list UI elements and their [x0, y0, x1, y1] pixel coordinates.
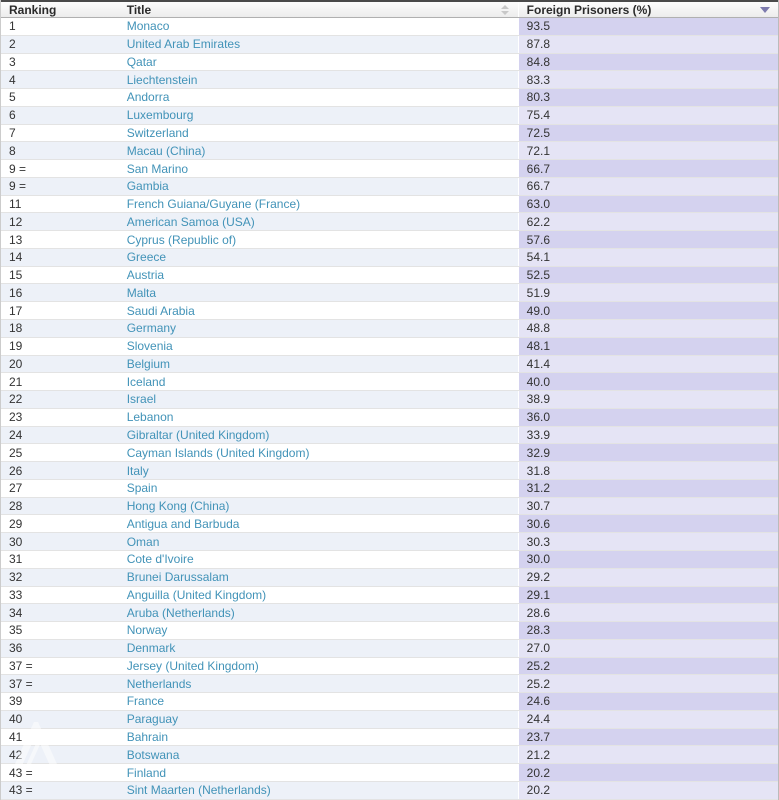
title-cell	[119, 196, 518, 213]
country-link[interactable]: Israel	[126, 392, 157, 407]
value-cell: 31.2	[518, 480, 778, 497]
value-cell: 51.9	[518, 284, 778, 301]
table-row	[1, 125, 778, 143]
country-link[interactable]: Monaco	[126, 19, 170, 34]
table-row	[1, 36, 778, 54]
country-link[interactable]: Macau (China)	[126, 143, 206, 158]
title-cell	[119, 746, 518, 763]
title-cell	[119, 213, 518, 230]
country-link[interactable]: Botswana	[126, 747, 180, 762]
value-cell: 25.2	[518, 675, 778, 692]
country-link[interactable]: French Guiana/Guyane (France)	[126, 197, 301, 212]
table-row	[1, 764, 778, 782]
column-header-foreign-prisoners-label: Foreign Prisoners (%)	[526, 2, 652, 17]
title-cell	[119, 71, 518, 88]
country-link[interactable]: Anguilla (United Kingdom)	[126, 587, 267, 602]
rank-cell: 1	[9, 19, 16, 34]
rank-cell: 43 =	[9, 783, 33, 798]
country-link[interactable]: Andorra	[126, 90, 170, 105]
table-row	[1, 178, 778, 196]
rank-cell: 15	[9, 268, 23, 283]
title-cell	[119, 320, 518, 337]
title-cell	[119, 18, 518, 35]
rank-cell: 34	[9, 605, 23, 620]
title-cell	[119, 391, 518, 408]
title-cell	[119, 427, 518, 444]
rank-cell: 23	[9, 410, 23, 425]
value-cell: 41.4	[518, 356, 778, 373]
rank-cell: 5	[9, 90, 16, 105]
title-cell	[119, 693, 518, 710]
rank-cell: 39	[9, 694, 23, 709]
table-row	[1, 569, 778, 587]
rank-cell: 31	[9, 552, 23, 567]
rank-cell: 12	[9, 214, 23, 229]
country-link[interactable]: Norway	[126, 623, 168, 638]
title-cell	[119, 267, 518, 284]
table-row	[1, 107, 778, 125]
table-row	[1, 142, 778, 160]
title-cell	[119, 36, 518, 53]
rank-cell: 3	[9, 54, 16, 69]
title-cell	[119, 462, 518, 479]
table-row	[1, 249, 778, 267]
sort-unsorted-icon[interactable]	[501, 5, 509, 15]
country-link[interactable]: Saudi Arabia	[126, 303, 195, 318]
title-cell	[119, 498, 518, 515]
country-link[interactable]: Gibraltar (United Kingdom)	[126, 427, 270, 442]
title-cell	[119, 302, 518, 319]
rank-cell: 8	[9, 143, 16, 158]
table-row	[1, 231, 778, 249]
table-row	[1, 480, 778, 498]
country-link[interactable]: Hong Kong (China)	[126, 499, 230, 514]
country-link[interactable]: Bahrain	[126, 730, 169, 744]
rank-cell: 43 =	[9, 765, 33, 780]
rank-cell: 24	[9, 427, 23, 442]
rank-cell: 26	[9, 463, 23, 478]
title-cell	[119, 338, 518, 355]
value-cell: 20.2	[518, 782, 778, 799]
value-cell: 72.5	[518, 125, 778, 142]
country-link[interactable]: Jersey (United Kingdom)	[126, 658, 259, 673]
table-row	[1, 18, 778, 36]
table-header	[1, 0, 778, 18]
value-cell: 83.3	[518, 71, 778, 88]
value-cell: 62.2	[518, 213, 778, 230]
value-cell: 21.2	[518, 746, 778, 763]
value-cell: 57.6	[518, 231, 778, 248]
table-row	[1, 54, 778, 72]
value-cell: 28.6	[518, 604, 778, 621]
title-cell	[119, 356, 518, 373]
table-row	[1, 622, 778, 640]
rank-cell: 14	[9, 250, 23, 265]
country-link[interactable]: Oman	[126, 534, 160, 549]
title-cell	[119, 622, 518, 639]
title-cell	[119, 480, 518, 497]
table-row	[1, 391, 778, 409]
country-link[interactable]: Denmark	[126, 641, 176, 656]
value-cell: 49.0	[518, 302, 778, 319]
table-row	[1, 640, 778, 658]
table-row	[1, 320, 778, 338]
value-cell: 72.1	[518, 142, 778, 159]
title-cell	[119, 764, 518, 781]
title-cell	[119, 89, 518, 106]
title-cell	[119, 107, 518, 124]
country-link[interactable]: Finland	[126, 765, 167, 780]
table-row	[1, 551, 778, 569]
rank-cell: 22	[9, 392, 23, 407]
country-link[interactable]: Aruba (Netherlands)	[126, 605, 235, 620]
value-cell: 31.8	[518, 462, 778, 479]
title-cell	[119, 604, 518, 621]
rank-cell: 2	[9, 37, 16, 52]
table-row	[1, 160, 778, 178]
country-link[interactable]: Qatar	[126, 54, 157, 69]
table-row	[1, 356, 778, 374]
rank-cell: 19	[9, 339, 23, 354]
country-link[interactable]: Cote d'Ivoire	[126, 552, 194, 567]
rank-cell: 28	[9, 499, 23, 514]
title-cell	[119, 587, 518, 604]
title-cell	[119, 160, 518, 177]
title-cell	[119, 142, 518, 159]
title-cell	[119, 409, 518, 426]
title-cell	[119, 782, 518, 799]
rank-cell: 36	[9, 641, 23, 656]
country-link[interactable]: Germany	[126, 321, 177, 336]
rank-cell: 40	[9, 712, 23, 727]
country-link[interactable]: Paraguay	[126, 712, 179, 727]
country-link[interactable]: Netherlands	[126, 676, 192, 691]
country-link[interactable]: Luxembourg	[126, 108, 194, 123]
table-row	[1, 658, 778, 676]
value-cell: 48.1	[518, 338, 778, 355]
rank-cell: 37 =	[9, 658, 33, 673]
title-cell	[119, 640, 518, 657]
rank-cell: 9 =	[9, 179, 27, 194]
table-row	[1, 693, 778, 711]
country-link[interactable]: Malta	[126, 285, 157, 300]
value-cell: 20.2	[518, 764, 778, 781]
country-link[interactable]: Austria	[126, 268, 165, 283]
table-row	[1, 782, 778, 800]
table-row	[1, 444, 778, 462]
title-cell	[119, 551, 518, 568]
rank-cell: 29	[9, 516, 23, 531]
table-row	[1, 515, 778, 533]
rank-cell: 37 =	[9, 676, 33, 691]
title-cell	[119, 444, 518, 461]
value-cell: 52.5	[518, 267, 778, 284]
value-cell: 23.7	[518, 729, 778, 746]
country-link[interactable]: Spain	[126, 481, 158, 496]
rank-cell: 7	[9, 125, 16, 140]
value-cell: 24.6	[518, 693, 778, 710]
title-cell	[119, 658, 518, 675]
title-cell	[119, 729, 518, 746]
title-cell	[119, 533, 518, 550]
country-link[interactable]: Liechtenstein	[126, 72, 198, 87]
rank-cell: 18	[9, 321, 23, 336]
table-row	[1, 746, 778, 764]
value-cell: 75.4	[518, 107, 778, 124]
column-header-title[interactable]	[119, 2, 518, 17]
column-header-ranking[interactable]: Ranking	[9, 2, 57, 17]
value-cell: 30.3	[518, 533, 778, 550]
rank-cell: 17	[9, 303, 23, 318]
title-cell	[119, 178, 518, 195]
value-cell: 27.0	[518, 640, 778, 657]
title-cell	[119, 249, 518, 266]
value-cell: 30.7	[518, 498, 778, 515]
value-cell: 33.9	[518, 427, 778, 444]
table-row	[1, 462, 778, 480]
country-link[interactable]: Slovenia	[126, 339, 173, 354]
table-row	[1, 604, 778, 622]
title-cell	[119, 373, 518, 390]
title-cell	[119, 569, 518, 586]
column-header-foreign-prisoners[interactable]	[518, 2, 778, 17]
rank-cell: 25	[9, 445, 23, 460]
rank-cell: 20	[9, 356, 23, 371]
country-link[interactable]: Iceland	[126, 374, 166, 389]
country-link[interactable]: San Marino	[126, 161, 189, 176]
table-row	[1, 89, 778, 107]
country-link[interactable]: Sint Maarten (Netherlands)	[126, 783, 271, 798]
value-cell: 48.8	[518, 320, 778, 337]
country-link[interactable]: Antigua and Barbuda	[126, 516, 240, 531]
title-cell	[119, 675, 518, 692]
value-cell: 87.8	[518, 36, 778, 53]
country-link[interactable]: American Samoa (USA)	[126, 214, 255, 229]
rank-cell: 35	[9, 623, 23, 638]
table-row	[1, 729, 778, 747]
value-cell: 80.3	[518, 89, 778, 106]
title-cell	[119, 231, 518, 248]
table-row	[1, 587, 778, 605]
table-body	[1, 18, 778, 800]
value-cell: 54.1	[518, 249, 778, 266]
country-link[interactable]: Belgium	[126, 356, 171, 371]
rank-cell: 42	[9, 747, 23, 762]
table-row	[1, 284, 778, 302]
title-cell	[119, 711, 518, 728]
value-cell: 36.0	[518, 409, 778, 426]
value-cell: 93.5	[518, 18, 778, 35]
rank-cell: 4	[9, 72, 16, 87]
value-cell: 40.0	[518, 373, 778, 390]
rank-cell: 21	[9, 374, 23, 389]
title-cell	[119, 125, 518, 142]
country-link[interactable]: France	[126, 694, 165, 709]
rank-cell: 32	[9, 570, 23, 585]
table-row	[1, 711, 778, 729]
country-link[interactable]: Switzerland	[126, 125, 189, 140]
value-cell: 28.3	[518, 622, 778, 639]
rank-cell: 41	[9, 730, 23, 744]
column-header-title-label: Title	[126, 2, 152, 17]
table-row	[1, 498, 778, 516]
value-cell: 30.0	[518, 551, 778, 568]
value-cell: 24.4	[518, 711, 778, 728]
rank-cell: 11	[9, 197, 22, 212]
table-row	[1, 71, 778, 89]
table-row	[1, 427, 778, 445]
value-cell: 29.1	[518, 587, 778, 604]
table-row	[1, 409, 778, 427]
country-link[interactable]: Italy	[126, 463, 149, 478]
table-row	[1, 213, 778, 231]
value-cell: 30.6	[518, 515, 778, 532]
rank-cell: 6	[9, 108, 16, 123]
rank-cell: 16	[9, 285, 23, 300]
table-row	[1, 533, 778, 551]
country-link[interactable]: United Arab Emirates	[126, 37, 241, 52]
value-cell: 66.7	[518, 160, 778, 177]
value-cell: 32.9	[518, 444, 778, 461]
rank-cell: 33	[9, 587, 23, 602]
table-row	[1, 302, 778, 320]
value-cell: 38.9	[518, 391, 778, 408]
value-cell: 29.2	[518, 569, 778, 586]
country-link[interactable]: Cayman Islands (United Kingdom)	[126, 445, 310, 460]
rank-cell: 27	[9, 481, 23, 496]
rank-cell: 30	[9, 534, 23, 549]
value-cell: 63.0	[518, 196, 778, 213]
sort-descending-icon[interactable]	[760, 7, 770, 13]
table-row	[1, 675, 778, 693]
country-link[interactable]: Greece	[126, 250, 167, 265]
country-link[interactable]: Gambia	[126, 179, 169, 194]
table-row	[1, 338, 778, 356]
table-row	[1, 267, 778, 285]
rank-cell: 9 =	[9, 161, 27, 176]
country-link[interactable]: Cyprus (Republic of)	[126, 232, 237, 247]
value-cell: 25.2	[518, 658, 778, 675]
table-row	[1, 196, 778, 214]
country-link[interactable]: Brunei Darussalam	[126, 570, 229, 585]
title-cell	[119, 54, 518, 71]
country-link[interactable]: Lebanon	[126, 410, 174, 425]
rank-cell: 13	[9, 232, 23, 247]
table-row	[1, 373, 778, 391]
value-cell: 84.8	[518, 54, 778, 71]
value-cell: 66.7	[518, 178, 778, 195]
title-cell	[119, 515, 518, 532]
title-cell	[119, 284, 518, 301]
